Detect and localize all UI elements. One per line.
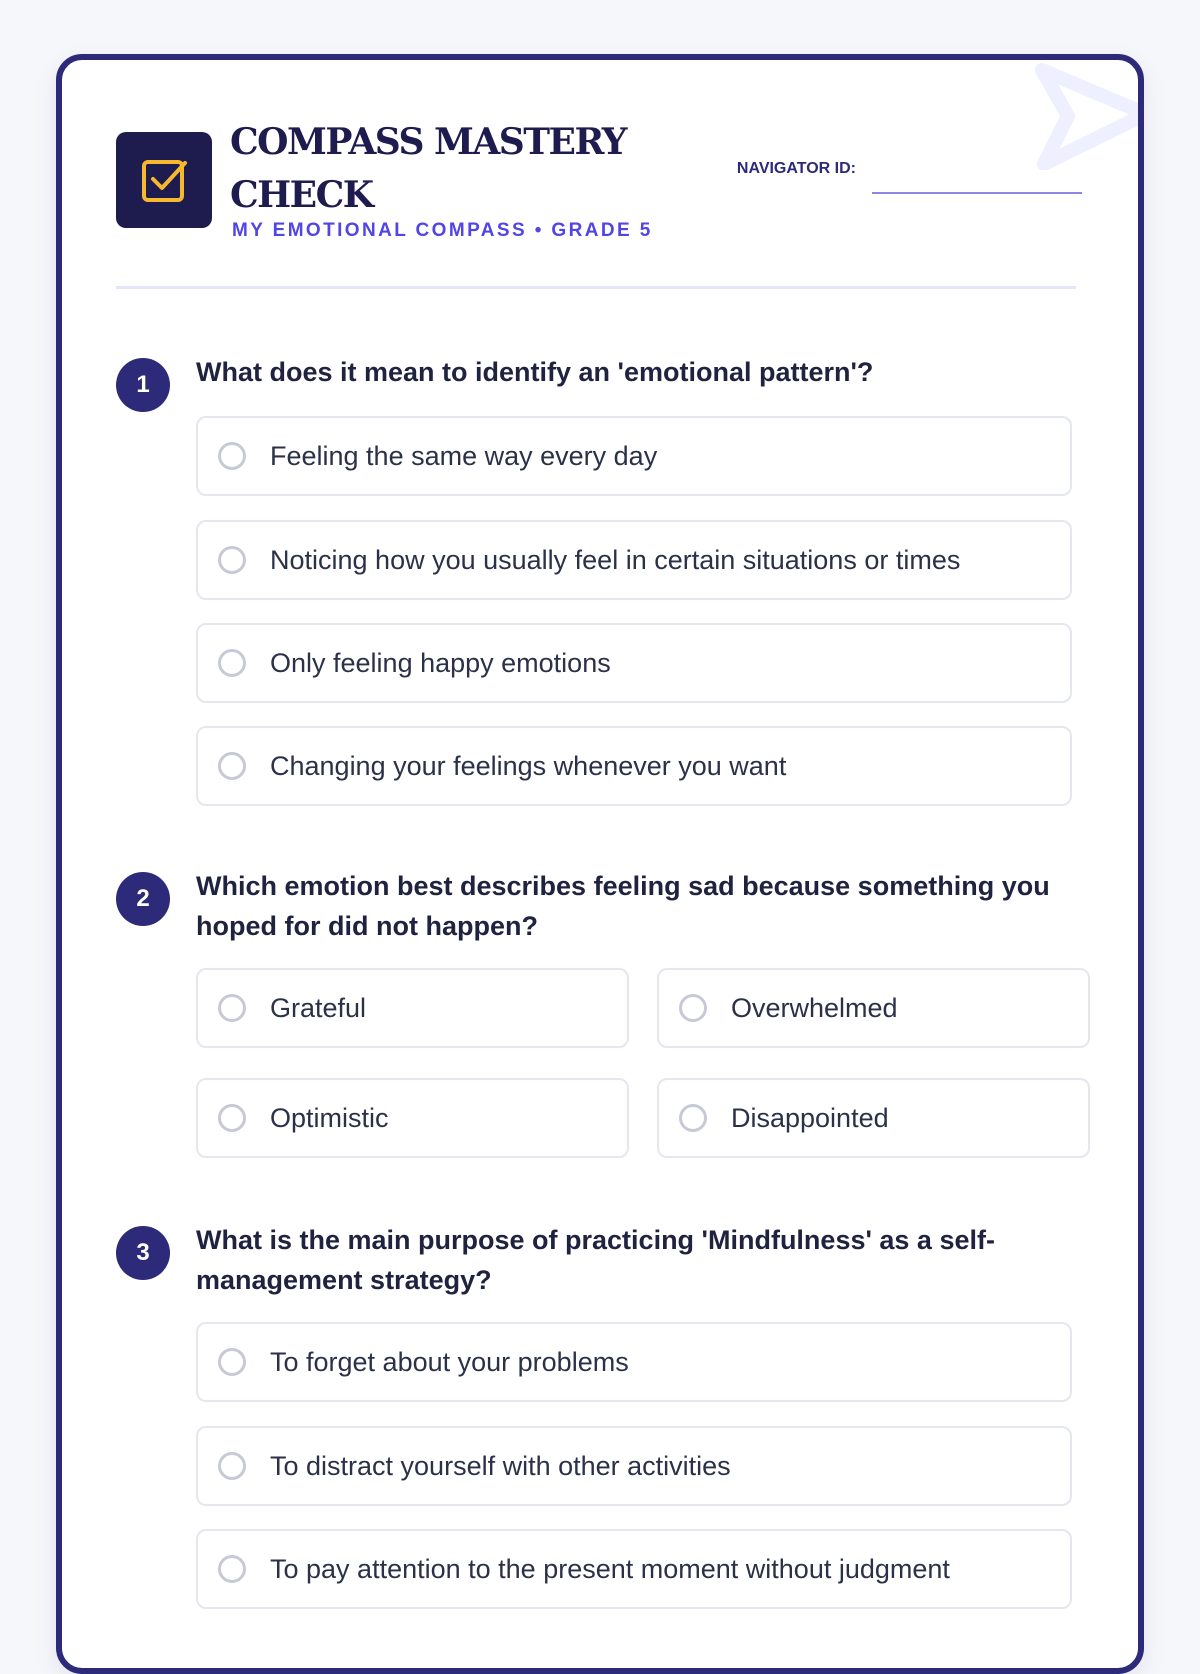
navigator-id-label: NAVIGATOR ID: — [736, 160, 856, 177]
radio-button[interactable] — [218, 752, 246, 780]
page-subtitle: MY EMOTIONAL COMPASS • GRADE 5 — [232, 220, 653, 241]
answer-label: To pay attention to the present moment without judgment — [270, 1553, 950, 1584]
question-text: What does it mean to identify an 'emotional pattern'? — [196, 357, 874, 387]
answer-option[interactable] — [196, 968, 629, 1048]
answer-label: Only feeling happy emotions — [270, 647, 611, 678]
answer-option[interactable] — [196, 1529, 1072, 1609]
radio-button[interactable] — [218, 546, 246, 574]
question-text: What is the main purpose of practicing 'Mindfulness' as a self-management strategy? — [196, 1225, 995, 1295]
radio-button[interactable] — [218, 1348, 246, 1376]
answer-label: Optimistic — [270, 1102, 389, 1133]
quiz-card — [56, 54, 1144, 1674]
page-title: COMPASS MASTERY CHECK — [230, 121, 626, 216]
radio-button[interactable] — [218, 1104, 246, 1132]
answer-option[interactable] — [196, 520, 1072, 600]
answer-option[interactable] — [196, 416, 1072, 496]
answer-label: Feeling the same way every day — [270, 440, 658, 471]
answer-label: Disappointed — [731, 1102, 889, 1133]
answer-option[interactable] — [196, 1078, 629, 1158]
answer-option[interactable] — [196, 623, 1072, 703]
radio-button[interactable] — [218, 442, 246, 470]
radio-button[interactable] — [218, 1452, 246, 1480]
answer-label: Overwhelmed — [731, 992, 898, 1023]
radio-button[interactable] — [218, 1555, 246, 1583]
question-number: 3 — [116, 1226, 170, 1280]
answer-label: To forget about your problems — [270, 1346, 629, 1377]
answer-label: Noticing how you usually feel in certain situations or times — [270, 544, 961, 575]
answer-label: Grateful — [270, 992, 367, 1023]
radio-button[interactable] — [679, 1104, 707, 1132]
answer-option[interactable] — [196, 726, 1072, 806]
radio-button[interactable] — [218, 649, 246, 677]
radio-button[interactable] — [218, 994, 246, 1022]
radio-button[interactable] — [679, 994, 707, 1022]
question-number: 2 — [116, 872, 170, 926]
answer-option[interactable] — [657, 968, 1090, 1048]
question-number: 1 — [116, 358, 170, 412]
checkbox-icon — [139, 155, 189, 205]
question-text: Which emotion best describes feeling sad because something you hoped for did not happen? — [196, 871, 1050, 941]
quiz-header — [116, 116, 1076, 289]
answer-label: To distract yourself with other activities — [270, 1450, 731, 1481]
answer-option[interactable] — [657, 1078, 1090, 1158]
answer-option[interactable] — [196, 1426, 1072, 1506]
answer-label: Changing your feelings whenever you want — [270, 750, 787, 781]
navigator-id-field[interactable] — [872, 192, 1082, 194]
logo — [116, 132, 212, 228]
answer-option[interactable] — [196, 1322, 1072, 1402]
